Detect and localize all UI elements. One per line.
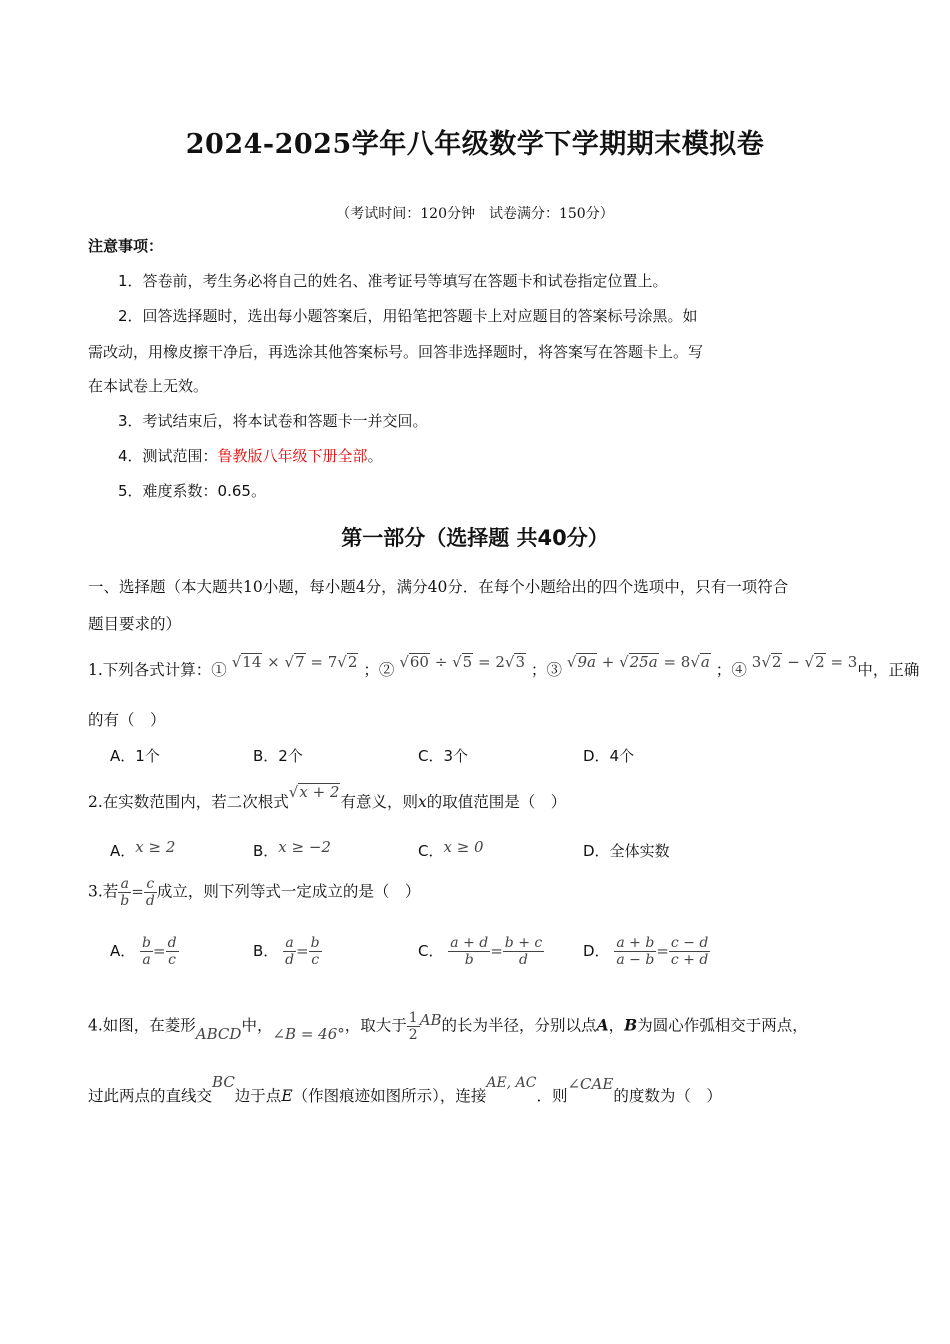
q1-option-c[interactable]: C．3个: [418, 747, 469, 765]
exam-info: （考试时间：120分钟 试卷满分：150分）: [336, 206, 614, 222]
page-title: 2024-2025学年八年级数学下学期期末模拟卷: [185, 129, 765, 160]
notice-item-4-suffix: 。: [367, 447, 383, 465]
notice-item-1: 1．答卷前，考生务必将自己的姓名、准考证号等填写在答题卡和试卷指定位置上。: [118, 272, 668, 290]
question-2: 2.在实数范围内，若二次根式√x + 2有意义，则x的取值范围是（ ）: [88, 783, 567, 811]
q1-expr-1: √14 × √7 = 7√2: [231, 653, 358, 671]
q3-option-b[interactable]: B． $\frac{a}{d}$ = $\frac{b}{c}$: [253, 935, 320, 969]
section-intro-cont: 题目要求的）: [88, 615, 182, 633]
q1-expr-4: 3√2 − √2 = 3: [751, 653, 858, 671]
q1-stem-end: 的有（ ）: [88, 711, 166, 729]
q1-suffix: 中，正确: [857, 661, 920, 679]
q1-option-b[interactable]: B．2个: [253, 747, 303, 765]
q1-prefix: 1.下列各式计算：①: [88, 661, 227, 679]
notice-item-4-prefix: 4．测试范围：: [118, 447, 218, 465]
q3-cond-left: $\frac{a}{b}$: [120, 876, 130, 910]
section-intro: 一、选择题（本大题共10小题，每小题4分，满分40分．在每个小题给出的四个选项中，只有一项符合: [88, 578, 789, 596]
q2-radical: √x + 2: [288, 783, 340, 801]
section-title: 第一部分（选择题 共40分）: [341, 526, 609, 550]
notice-item-5: 5．难度系数：0.65。: [118, 482, 266, 500]
notice-item-2-cont: 需改动，用橡皮擦干净后，再选涂其他答案标号。回答非选择题时，将答案写在答题卡上。写: [88, 343, 704, 361]
q2-option-b[interactable]: B．x ≥ −2: [253, 838, 331, 860]
q3-option-a[interactable]: A． $\frac{b}{a}$ = $\frac{d}{c}$: [110, 935, 177, 969]
test-scope: 鲁教版八年级下册全部: [217, 447, 368, 465]
q3-option-c[interactable]: C． $\frac{a + d}{b}$ = $\frac{b + c}{d}$: [418, 935, 543, 969]
q2-option-a[interactable]: A．x ≥ 2: [110, 838, 176, 860]
notice-item-2-end: 在本试卷上无效。: [88, 377, 209, 395]
notice-item-2: 2．回答选择题时，选出每小题答案后，用铅笔把答题卡上对应题目的答案标号涂黑。如: [118, 307, 698, 325]
q2-option-d[interactable]: D．全体实数: [583, 842, 670, 860]
notice-item-4: [118, 445, 383, 466]
notice-item-3: 3．考试结束后，将本试卷和答题卡一并交回。: [118, 412, 428, 430]
q1-option-a[interactable]: A．1个: [110, 747, 160, 765]
question-3: 3.若 $\frac{a}{b}$ = $\frac{c}{d}$ 成立，则下列等式一定成立的是（ ）: [88, 876, 421, 910]
q2-option-c[interactable]: C．x ≥ 0: [418, 838, 484, 860]
question-4: 4.如图，在菱形ABCD中，∠B = 46°，取大于 $\frac{1}{2}$ AB的长为半径，分别以点A，B为圆心作弧相交于两点，: [88, 1010, 808, 1044]
q3-option-d[interactable]: D． $\frac{a + b}{a - b}$ = $\frac{c - d}{c + d}$: [583, 935, 709, 969]
q1-expr-3: √9a + √25a = 8√a: [566, 653, 710, 671]
notice-heading: 注意事项：: [88, 237, 164, 255]
q1-option-d[interactable]: D．4个: [583, 747, 635, 765]
q3-cond-right: $\frac{c}{d}$: [145, 876, 155, 910]
q1-expr-2: √60 ÷ √5 = 2√3: [399, 653, 525, 671]
q4-stem-cont: 过此两点的直线交BC边于点E（作图痕迹如图所示），连接AE, AC．则∠CAE的度数为（ ）: [88, 1073, 722, 1105]
question-1: 1.下列各式计算：① √14 × √7 = 7√2 ；② √60 ÷ √5 = 2√3 ；③ √9a + √25a = 8√a ；④ 3√2 − √2 = 3中，正确: [88, 653, 920, 679]
